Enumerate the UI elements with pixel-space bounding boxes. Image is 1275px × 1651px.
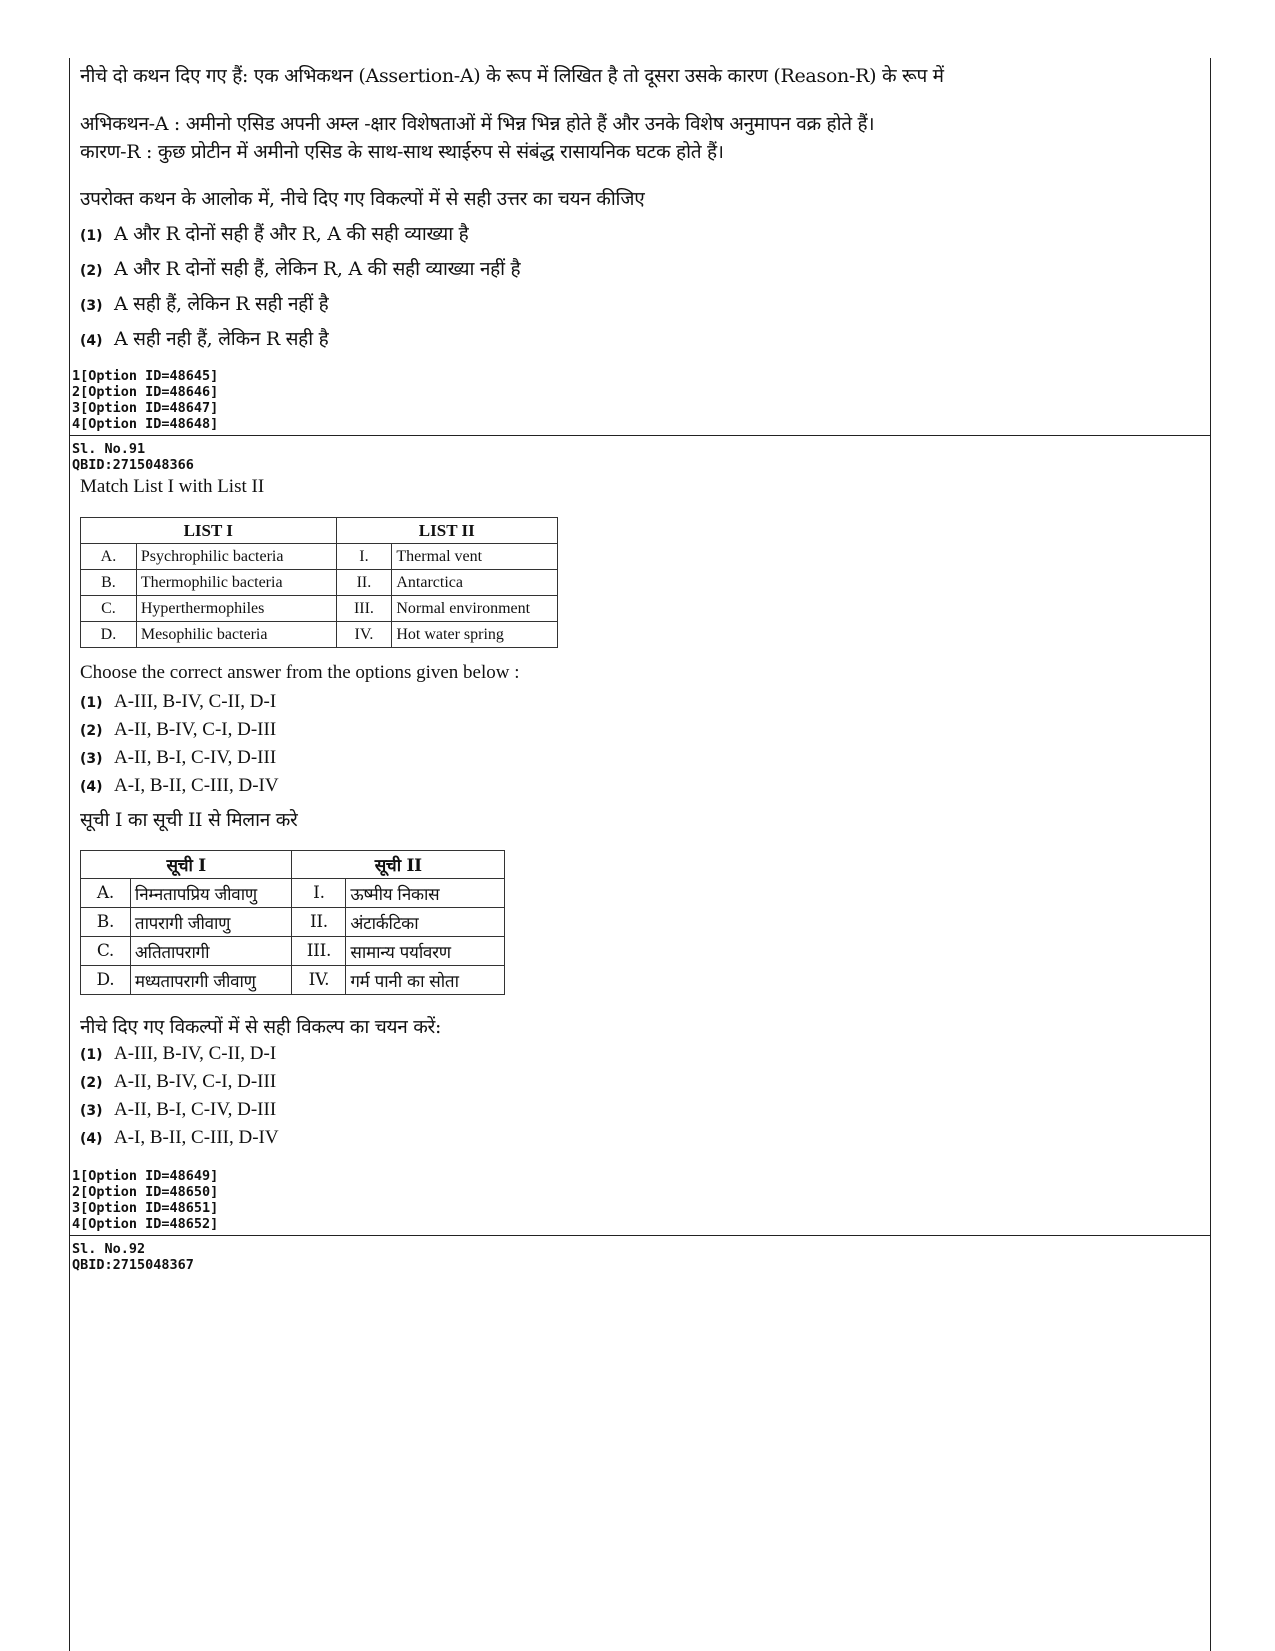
cell: B. <box>81 570 137 596</box>
q90-prompt: उपरोक्त कथन के आलोक में, नीचे दिए गए विकल्पों में से सही उत्तर का चयन कीजिए <box>80 188 645 210</box>
table-row <box>81 596 558 622</box>
option-number: (1) <box>80 228 103 244</box>
option-id: 3[Option ID=48651] <box>72 1200 219 1216</box>
option-text: A-III, B-IV, C-II, D-I <box>114 1043 277 1064</box>
cell: D. <box>81 622 137 648</box>
option-id: 2[Option ID=48646] <box>72 384 219 400</box>
q90-option-1[interactable] <box>80 220 468 246</box>
cell: A. <box>81 879 131 908</box>
option-text: A-I, B-II, C-III, D-IV <box>114 1127 279 1148</box>
option-text: A और R दोनों सही हैं, लेकिन R, A की सही व्याख्या नहीं है <box>114 258 521 280</box>
cell: C. <box>81 937 131 966</box>
table-row <box>81 570 558 596</box>
option-text: A-III, B-IV, C-II, D-I <box>114 691 277 712</box>
table-row <box>81 966 505 995</box>
option-id: 1[Option ID=48645] <box>72 368 219 384</box>
cell: Antarctica <box>392 570 558 596</box>
cell: III. <box>292 937 346 966</box>
option-id: 3[Option ID=48647] <box>72 400 219 416</box>
cell: निम्नतापप्रिय जीवाणु <box>130 879 292 908</box>
cell: ऊष्मीय निकास <box>346 879 505 908</box>
option-number: (3) <box>80 1103 103 1119</box>
option-id: 4[Option ID=48648] <box>72 416 219 432</box>
q90-option-ids <box>72 368 218 432</box>
option-number: (2) <box>80 723 103 739</box>
q91-option-en-4[interactable] <box>80 775 279 797</box>
option-text: A-II, B-IV, C-I, D-III <box>114 1071 277 1092</box>
divider <box>69 435 1210 436</box>
q91-option-hi-3[interactable] <box>80 1099 276 1121</box>
q90-option-3[interactable] <box>80 290 328 316</box>
q91-option-hi-1[interactable] <box>80 1043 276 1065</box>
q91-option-en-3[interactable] <box>80 747 276 769</box>
table-header-list1: LIST I <box>81 518 337 544</box>
option-id: 4[Option ID=48652] <box>72 1216 219 1232</box>
cell: गर्म पानी का सोता <box>346 966 505 995</box>
table-header-list1: सूची I <box>81 851 292 879</box>
q91-option-en-2[interactable] <box>80 719 276 741</box>
cell: IV. <box>336 622 392 648</box>
q91-option-ids <box>72 1168 218 1232</box>
cell: I. <box>336 544 392 570</box>
option-id: 2[Option ID=48650] <box>72 1184 219 1200</box>
cell: सामान्य पर्यावरण <box>346 937 505 966</box>
cell: Thermophilic bacteria <box>136 570 336 596</box>
divider <box>69 1235 1210 1236</box>
qbid: QBID:2715048367 <box>72 1257 194 1273</box>
cell: Hot water spring <box>392 622 558 648</box>
match-table-en <box>80 517 558 648</box>
q92-header <box>72 1241 194 1273</box>
option-text: A-II, B-I, C-IV, D-III <box>114 1099 277 1120</box>
table-row <box>81 937 505 966</box>
q91-prompt-hi: नीचे दिए गए विकल्पों में से सही विकल्प का चयन करें: <box>80 1016 442 1038</box>
q90-intro: नीचे दो कथन दिए गए हैं: एक अभिकथन (Assertion-A) के रूप में लिखित है तो दूसरा उसके कारण (Reason-R) के रूप में <box>80 65 944 87</box>
option-text: A-I, B-II, C-III, D-IV <box>114 775 279 796</box>
cell: अंटार्कटिका <box>346 908 505 937</box>
table-header-list2: LIST II <box>336 518 558 544</box>
q91-header <box>72 441 194 473</box>
option-text: A और R दोनों सही हैं और R, A की सही व्याख्या है <box>114 223 469 245</box>
cell: Hyperthermophiles <box>136 596 336 622</box>
cell: I. <box>292 879 346 908</box>
table-header-list2: सूची II <box>292 851 505 879</box>
option-number: (2) <box>80 1075 103 1091</box>
option-number: (1) <box>80 1047 103 1063</box>
table-row <box>81 544 558 570</box>
serial-number: Sl. No.91 <box>72 441 146 457</box>
option-number: (4) <box>80 779 103 795</box>
table-row <box>81 908 505 937</box>
cell: Psychrophilic bacteria <box>136 544 336 570</box>
q90-option-2[interactable] <box>80 255 520 281</box>
cell: A. <box>81 544 137 570</box>
cell: मध्यतापरागी जीवाणु <box>130 966 292 995</box>
qbid: QBID:2715048366 <box>72 457 194 473</box>
cell: II. <box>292 908 346 937</box>
cell: D. <box>81 966 131 995</box>
table-row <box>81 879 505 908</box>
option-text: A सही हैं, लेकिन R सही नहीं है <box>114 293 329 315</box>
option-text: A सही नही हैं, लेकिन R सही है <box>114 328 329 350</box>
option-text: A-II, B-IV, C-I, D-III <box>114 719 277 740</box>
option-number: (2) <box>80 263 103 279</box>
option-number: (3) <box>80 751 103 767</box>
q90-assertion: अभिकथन-A : अमीनो एसिड अपनी अम्ल -क्षार विशेषताओं में भिन्न भिन्न होते हैं और उनके विशेष अनुमापन वक्र होते हैं। <box>80 113 875 135</box>
q91-title-en: Match List I with List II <box>80 476 265 497</box>
q90-reason: कारण-R : कुछ प्रोटीन में अमीनो एसिड के साथ-साथ स्थाईरुप से संबंद्ध रासायनिक घटक होते हैं। <box>80 141 724 163</box>
option-text: A-II, B-I, C-IV, D-III <box>114 747 277 768</box>
cell: III. <box>336 596 392 622</box>
q91-title-hi: सूची I का सूची II से मिलान करे <box>80 809 298 831</box>
option-number: (1) <box>80 695 103 711</box>
option-number: (4) <box>80 1131 103 1147</box>
cell: Thermal vent <box>392 544 558 570</box>
cell: C. <box>81 596 137 622</box>
option-number: (3) <box>80 298 103 314</box>
cell: II. <box>336 570 392 596</box>
serial-number: Sl. No.92 <box>72 1241 146 1257</box>
q91-option-hi-2[interactable] <box>80 1071 276 1093</box>
cell: तापरागी जीवाणु <box>130 908 292 937</box>
cell: B. <box>81 908 131 937</box>
cell: Normal environment <box>392 596 558 622</box>
option-id: 1[Option ID=48649] <box>72 1168 219 1184</box>
table-row <box>81 622 558 648</box>
match-table-hi <box>80 850 505 995</box>
option-number: (4) <box>80 333 103 349</box>
q91-option-hi-4[interactable] <box>80 1127 279 1149</box>
q91-prompt-en: Choose the correct answer from the options given below : <box>80 662 520 683</box>
cell: Mesophilic bacteria <box>136 622 336 648</box>
q90-option-4[interactable] <box>80 325 328 351</box>
q91-option-en-1[interactable] <box>80 691 276 713</box>
cell: अतितापरागी <box>130 937 292 966</box>
cell: IV. <box>292 966 346 995</box>
